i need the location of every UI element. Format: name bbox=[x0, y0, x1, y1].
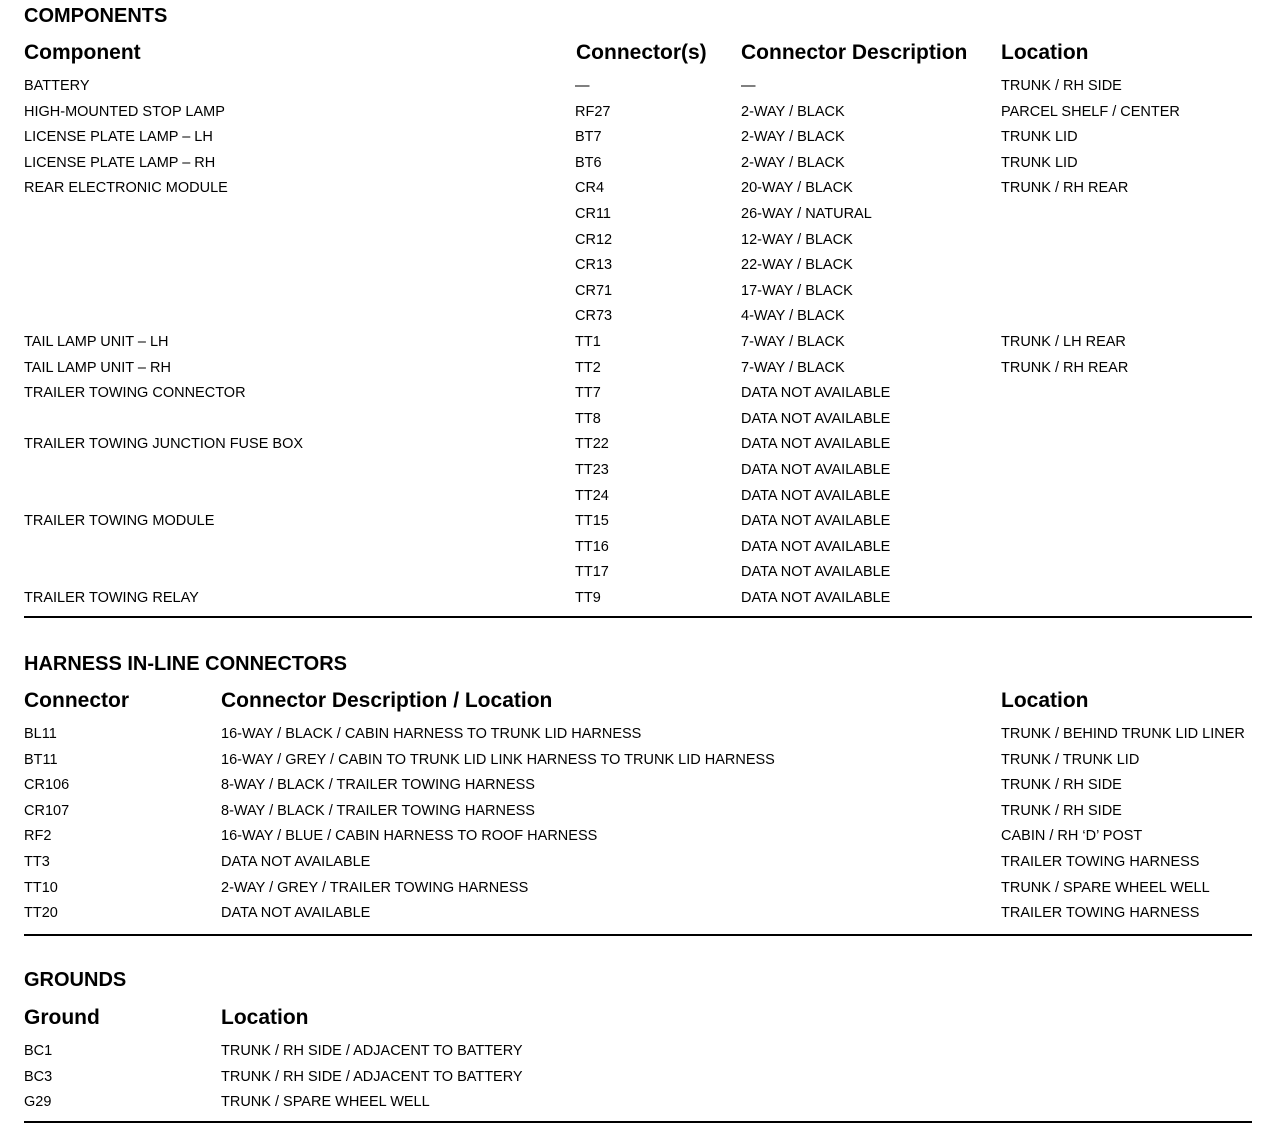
table-row bbox=[24, 486, 1252, 512]
connector-id-cell: CR13 bbox=[575, 257, 613, 274]
connector-id-cell: TT20 bbox=[24, 905, 58, 922]
harness-divider bbox=[24, 934, 1252, 936]
connector-description-cell: DATA NOT AVAILABLE bbox=[741, 564, 891, 581]
component-name-cell: LICENSE PLATE LAMP – RH bbox=[24, 154, 216, 171]
connector-id-cell: TT9 bbox=[575, 589, 601, 606]
connector-description-cell: — bbox=[741, 78, 756, 94]
grounds-table-body bbox=[24, 1041, 1252, 1118]
table-row bbox=[24, 306, 1252, 332]
connector-id-cell: TT3 bbox=[24, 853, 50, 870]
location-column-header: Location bbox=[1001, 41, 1089, 64]
component-name-cell: TRAILER TOWING RELAY bbox=[24, 589, 199, 606]
location-cell: TRUNK / RH SIDE bbox=[1001, 777, 1122, 794]
connector-description-cell: 12-WAY / BLACK bbox=[741, 231, 853, 248]
connector-id-cell: TT8 bbox=[575, 410, 601, 427]
location-cell: TRAILER TOWING HARNESS bbox=[1001, 905, 1200, 922]
location-cell: TRUNK / RH SIDE bbox=[1001, 78, 1122, 94]
location-cell: TRUNK / RH REAR bbox=[1001, 180, 1129, 197]
location-cell: TRUNK / RH SIDE / ADJACENT TO BATTERY bbox=[221, 1043, 523, 1059]
connector-id-cell: TT23 bbox=[575, 461, 609, 478]
connector-id-cell: TT10 bbox=[24, 879, 58, 896]
location-cell: TRUNK / SPARE WHEEL WELL bbox=[221, 1094, 430, 1111]
component-name-cell: HIGH-MOUNTED STOP LAMP bbox=[24, 103, 225, 120]
table-row bbox=[24, 1041, 1252, 1067]
components-table-body bbox=[24, 76, 1252, 613]
connector-id-cell: RF2 bbox=[24, 828, 52, 845]
location-cell: TRAILER TOWING HARNESS bbox=[1001, 853, 1200, 870]
component-column-header: Component bbox=[24, 41, 141, 64]
connector-description-cell: 4-WAY / BLACK bbox=[741, 308, 845, 325]
table-row bbox=[24, 409, 1252, 435]
table-row bbox=[24, 562, 1252, 588]
connector-id-cell: TT24 bbox=[575, 487, 609, 504]
connector-id-cell: TT1 bbox=[575, 333, 601, 350]
connector-id-cell: BL11 bbox=[24, 726, 57, 742]
connector-description-cell: 20-WAY / BLACK bbox=[741, 180, 853, 197]
connector-description-cell: 22-WAY / BLACK bbox=[741, 257, 853, 274]
table-row bbox=[24, 801, 1252, 827]
grounds-divider bbox=[24, 1121, 1252, 1123]
connector-description-cell: 2-WAY / BLACK bbox=[741, 154, 845, 171]
table-row bbox=[24, 826, 1252, 852]
components-header-row bbox=[24, 40, 1252, 66]
location-cell: PARCEL SHELF / CENTER bbox=[1001, 103, 1180, 120]
connector-description-cell: 2-WAY / GREY / TRAILER TOWING HARNESS bbox=[221, 879, 529, 896]
component-name-cell: TRAILER TOWING MODULE bbox=[24, 513, 215, 530]
location-cell: CABIN / RH ‘D’ POST bbox=[1001, 828, 1143, 845]
connector-id-cell: TT16 bbox=[575, 538, 609, 555]
connector-description-cell: 7-WAY / BLACK bbox=[741, 359, 845, 376]
table-row bbox=[24, 178, 1252, 204]
connector-id-cell: CR106 bbox=[24, 777, 70, 794]
table-row bbox=[24, 903, 1252, 929]
connector-id-cell: TT7 bbox=[575, 385, 601, 402]
connector-id-cell: RF27 bbox=[575, 103, 611, 120]
location-cell: TRUNK / RH SIDE bbox=[1001, 802, 1122, 819]
connector-description-cell: DATA NOT AVAILABLE bbox=[741, 538, 891, 555]
connector-description-cell: 16-WAY / BLACK / CABIN HARNESS TO TRUNK LID HARNESS bbox=[221, 726, 642, 742]
components-title: COMPONENTS bbox=[24, 5, 168, 27]
connector-description-cell: DATA NOT AVAILABLE bbox=[741, 385, 891, 402]
connector-id-cell: CR107 bbox=[24, 802, 70, 819]
connector-description-cell: DATA NOT AVAILABLE bbox=[741, 589, 891, 606]
location-cell: TRUNK / BEHIND TRUNK LID LINER bbox=[1001, 726, 1245, 742]
connector-id-cell: TT2 bbox=[575, 359, 601, 376]
connector-description-cell: 16-WAY / BLUE / CABIN HARNESS TO ROOF HARNESS bbox=[221, 828, 598, 845]
ground-id-cell: G29 bbox=[24, 1094, 52, 1111]
table-row bbox=[24, 852, 1252, 878]
component-name-cell: TAIL LAMP UNIT – LH bbox=[24, 333, 169, 350]
table-row bbox=[24, 102, 1252, 128]
connector-description-cell: 2-WAY / BLACK bbox=[741, 129, 845, 146]
connector-id-cell: TT15 bbox=[575, 513, 609, 530]
connector-id-cell: BT6 bbox=[575, 154, 602, 171]
table-row bbox=[24, 460, 1252, 486]
location-cell: TRUNK / RH SIDE / ADJACENT TO BATTERY bbox=[221, 1068, 523, 1085]
table-row bbox=[24, 434, 1252, 460]
ground-location-column-header: Location bbox=[221, 1006, 309, 1029]
ground-id-cell: BC1 bbox=[24, 1043, 53, 1059]
table-row bbox=[24, 332, 1252, 358]
location-cell: TRUNK / LH REAR bbox=[1001, 333, 1126, 350]
table-row bbox=[24, 724, 1252, 750]
location-cell: TRUNK / TRUNK LID bbox=[1001, 751, 1140, 768]
ground-id-cell: BC3 bbox=[24, 1068, 53, 1085]
location-cell: TRUNK LID bbox=[1001, 129, 1078, 146]
harness-location-column-header: Location bbox=[1001, 689, 1089, 712]
table-row bbox=[24, 358, 1252, 384]
connector-description-column-header: Connector Description bbox=[741, 41, 968, 64]
table-row bbox=[24, 204, 1252, 230]
table-row bbox=[24, 1067, 1252, 1093]
connector-description-cell: DATA NOT AVAILABLE bbox=[741, 487, 891, 504]
component-name-cell: BATTERY bbox=[24, 78, 90, 94]
connector-id-cell: TT17 bbox=[575, 564, 609, 581]
table-row bbox=[24, 775, 1252, 801]
connector-description-cell: DATA NOT AVAILABLE bbox=[741, 410, 891, 427]
table-row bbox=[24, 127, 1252, 153]
connector-id-cell: — bbox=[575, 78, 590, 94]
ground-column-header: Ground bbox=[24, 1006, 100, 1029]
component-name-cell: LICENSE PLATE LAMP – LH bbox=[24, 129, 213, 146]
connector-description-cell: 8-WAY / BLACK / TRAILER TOWING HARNESS bbox=[221, 802, 535, 819]
harness-table-body bbox=[24, 724, 1252, 929]
connector-id-cell: TT22 bbox=[575, 436, 609, 453]
table-row bbox=[24, 281, 1252, 307]
connector-description-cell: 17-WAY / BLACK bbox=[741, 282, 853, 299]
table-row bbox=[24, 1092, 1252, 1118]
harness-title: HARNESS IN-LINE CONNECTORS bbox=[24, 653, 347, 675]
table-row bbox=[24, 153, 1252, 179]
connector-description-cell: DATA NOT AVAILABLE bbox=[741, 461, 891, 478]
component-name-cell: REAR ELECTRONIC MODULE bbox=[24, 180, 228, 197]
table-row bbox=[24, 230, 1252, 256]
table-row bbox=[24, 537, 1252, 563]
grounds-header-row bbox=[24, 1005, 1252, 1031]
components-divider bbox=[24, 616, 1252, 618]
connector-id-cell: BT7 bbox=[575, 129, 602, 146]
location-cell: TRUNK / RH REAR bbox=[1001, 359, 1129, 376]
table-row bbox=[24, 76, 1252, 102]
connector-id-cell: CR71 bbox=[575, 282, 613, 299]
connector-id-cell: CR12 bbox=[575, 231, 613, 248]
location-cell: TRUNK LID bbox=[1001, 154, 1078, 171]
harness-connector-column-header: Connector bbox=[24, 689, 129, 712]
table-row bbox=[24, 511, 1252, 537]
connector-description-cell: 2-WAY / BLACK bbox=[741, 103, 845, 120]
connector-description-cell: 7-WAY / BLACK bbox=[741, 333, 845, 350]
component-name-cell: TAIL LAMP UNIT – RH bbox=[24, 359, 171, 376]
connector-description-cell: DATA NOT AVAILABLE bbox=[221, 853, 371, 870]
component-name-cell: TRAILER TOWING CONNECTOR bbox=[24, 385, 246, 402]
harness-header-row bbox=[24, 688, 1252, 714]
connector-description-cell: DATA NOT AVAILABLE bbox=[741, 436, 891, 453]
table-row bbox=[24, 588, 1252, 614]
harness-description-column-header: Connector Description / Location bbox=[221, 689, 553, 712]
table-row bbox=[24, 878, 1252, 904]
table-row bbox=[24, 255, 1252, 281]
table-row bbox=[24, 383, 1252, 409]
location-cell: TRUNK / SPARE WHEEL WELL bbox=[1001, 879, 1210, 896]
component-name-cell: TRAILER TOWING JUNCTION FUSE BOX bbox=[24, 436, 304, 453]
connector-description-cell: 8-WAY / BLACK / TRAILER TOWING HARNESS bbox=[221, 777, 535, 794]
connectors-column-header: Connector(s) bbox=[576, 41, 707, 64]
connector-description-cell: DATA NOT AVAILABLE bbox=[741, 513, 891, 530]
connector-id-cell: BT11 bbox=[24, 751, 58, 768]
grounds-title: GROUNDS bbox=[24, 969, 127, 991]
connector-description-cell: 26-WAY / NATURAL bbox=[741, 205, 872, 222]
connector-description-cell: DATA NOT AVAILABLE bbox=[221, 905, 371, 922]
table-row bbox=[24, 750, 1252, 776]
connector-id-cell: CR73 bbox=[575, 308, 613, 325]
connector-id-cell: CR11 bbox=[575, 205, 611, 222]
connector-description-cell: 16-WAY / GREY / CABIN TO TRUNK LID LINK HARNESS TO TRUNK LID HARNESS bbox=[221, 751, 775, 768]
connector-id-cell: CR4 bbox=[575, 180, 605, 197]
